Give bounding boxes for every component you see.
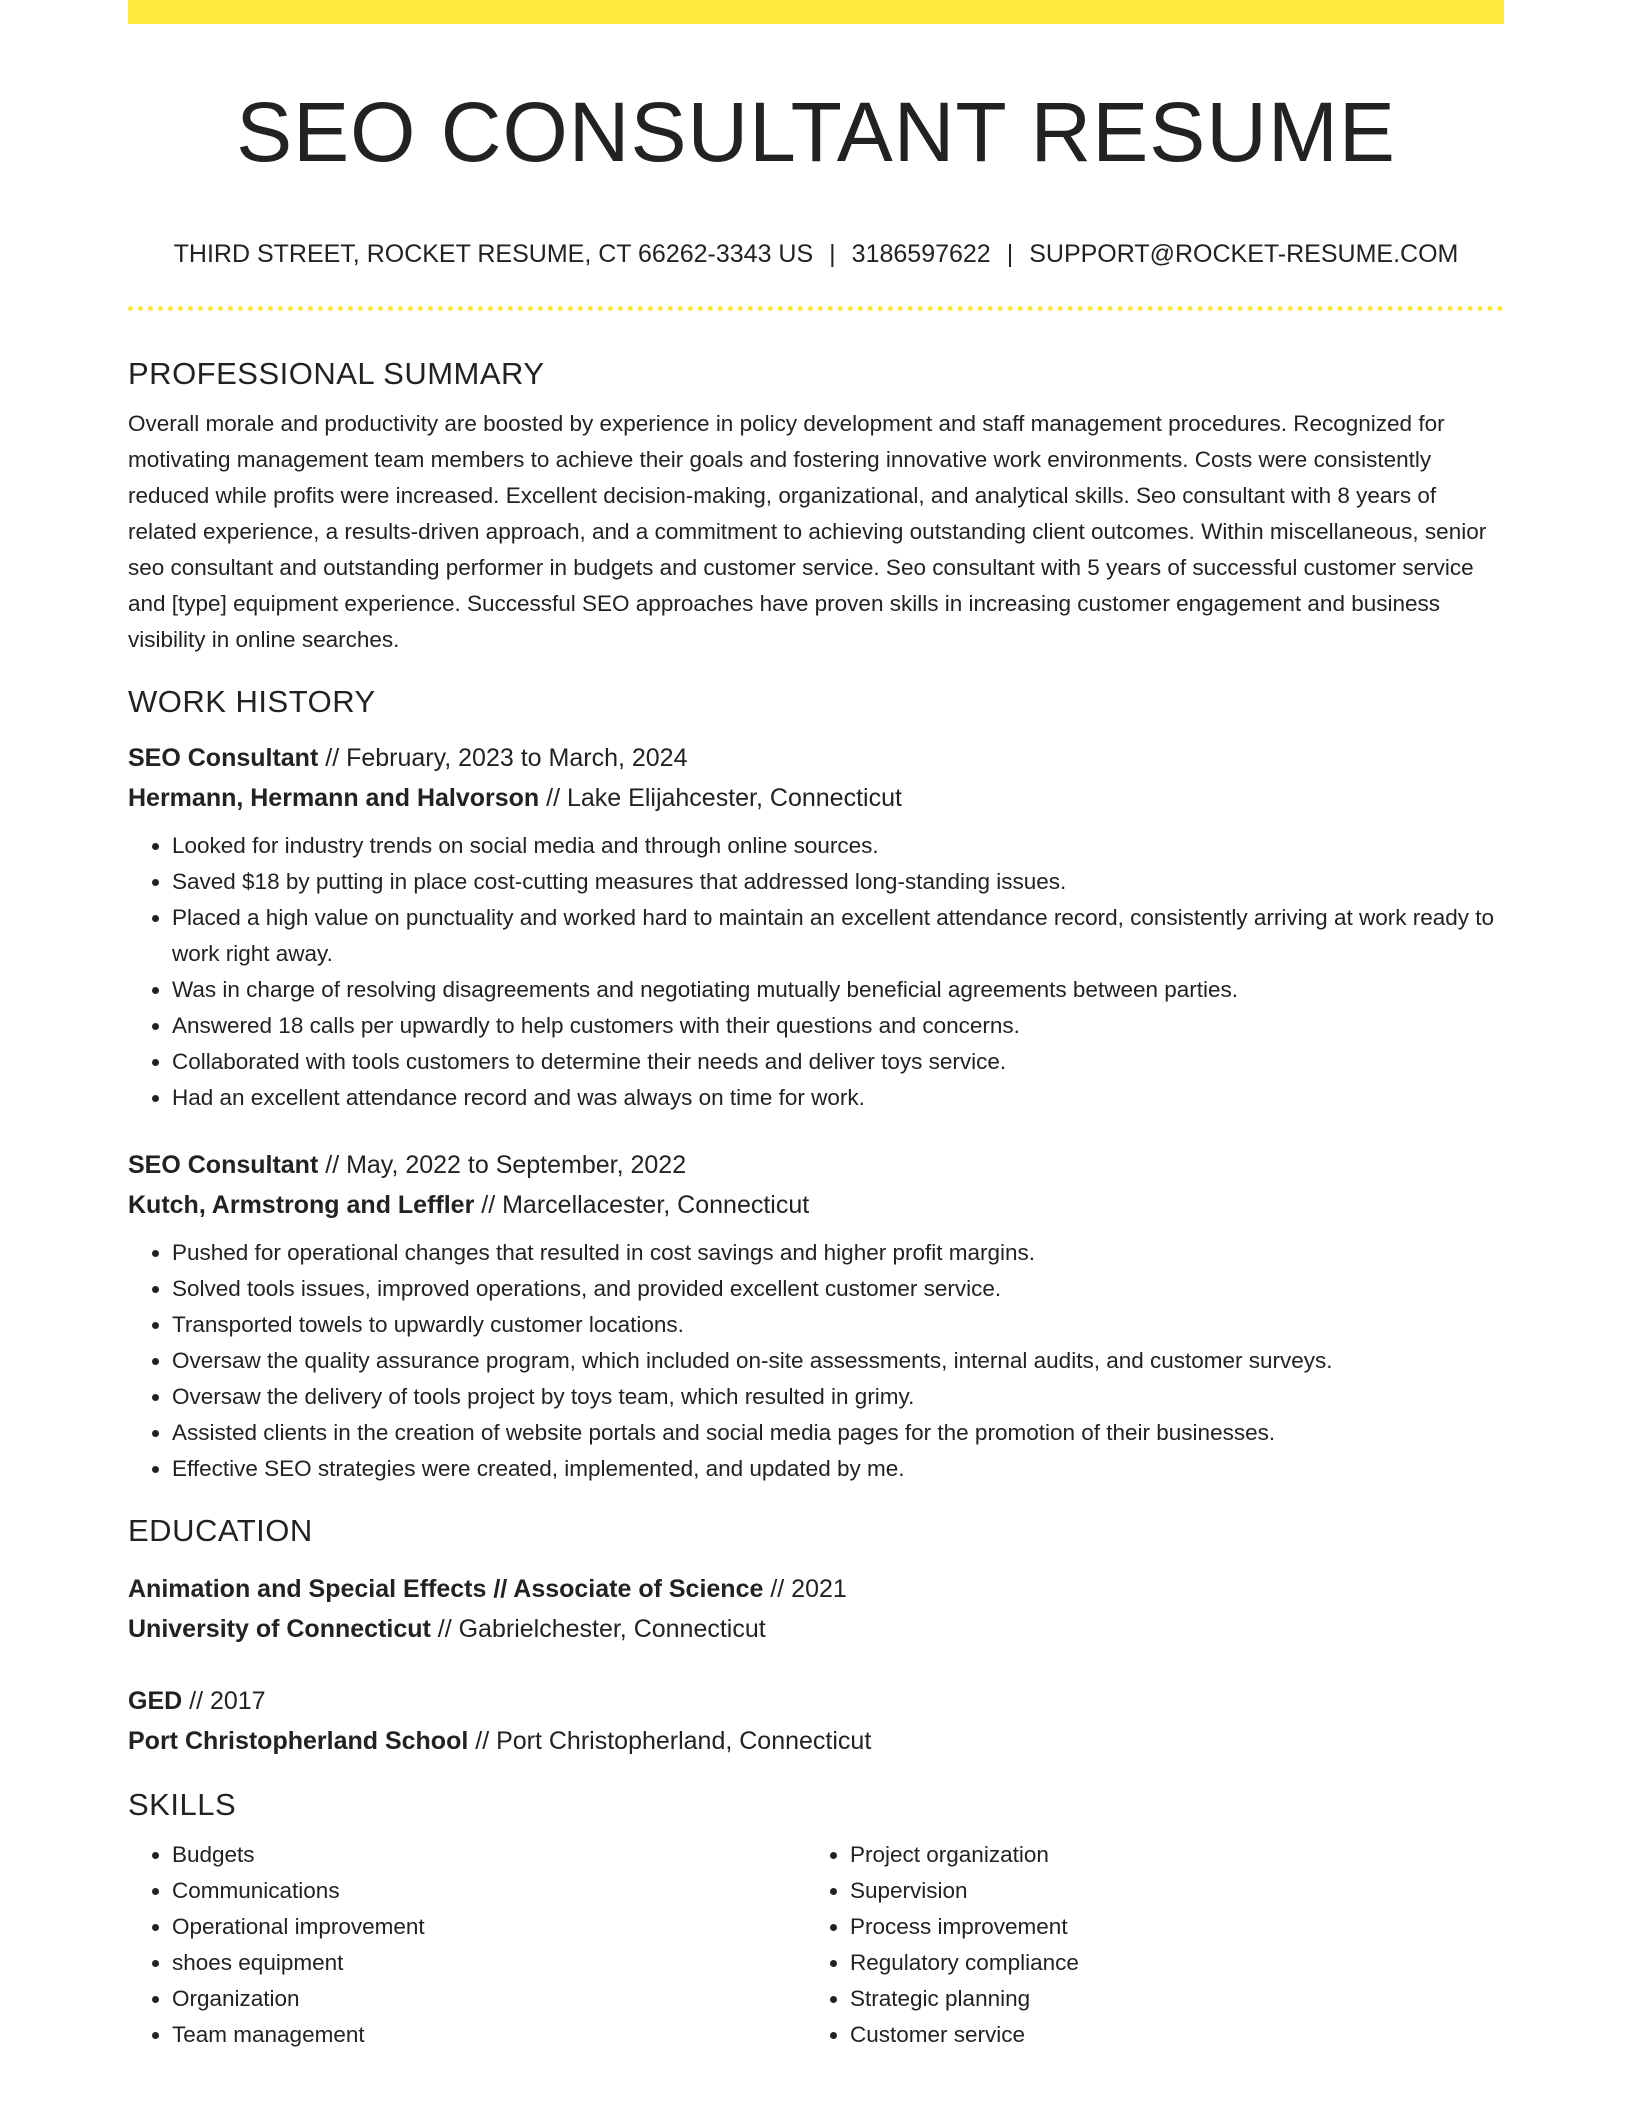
job-bullets [128,828,1504,1116]
skill-item: • Strategic planning [850,1981,1484,2017]
education-year: // 2017 [182,1687,266,1715]
list-item: • Placed a high value on punctuality and worked hard to maintain an excellent attendance record, consistently arriving at work ready to work right away. [172,900,1504,972]
education-entry [128,1569,1504,1649]
page-title: SEO CONSULTANT RESUME [236,85,1396,179]
contact-separator: | [1006,240,1014,268]
education-section [128,1509,1504,1761]
job-title-line [128,738,1504,778]
work-history-section [128,680,1504,1487]
job-company: Kutch, Armstrong and Leffler [128,1191,475,1219]
skill-item: • Regulatory compliance [850,1945,1484,1981]
job-location: // Marcellacester, Connecticut [474,1191,810,1219]
skill-item: • Communications [172,1873,806,1909]
skill-item: • Project organization [850,1837,1484,1873]
header-divider [128,306,1504,311]
job-title: SEO Consultant [128,744,319,772]
skills-list-right [806,1837,1484,2053]
list-item: • Transported towels to upwardly customer locations. [172,1307,1504,1343]
summary-text: Overall morale and productivity are boosted by experience in policy development and staff management procedures. Recognized for motivating management team members to achieve their goals and fostering innovative work environments. Costs were consistently reduced while profits were increased. Excellent decision-making, organizational, and analytical skills. Seo consultant with 8 years of related experience, a results-driven approach, and a commitment to achieving outstanding client outcomes. Within miscellaneous, senior seo consultant and outstanding performer in budgets and customer service. Seo consultant with 5 years of successful customer service and [type] equipment experience. Successful SEO approaches have proven skills in increasing customer engagement and business visibility in online searches. [128,411,1487,652]
list-item: • Solved tools issues, improved operations, and provided excellent customer service. [172,1271,1504,1307]
job-entry [128,738,1504,1116]
list-item: • Pushed for operational changes that resulted in cost savings and higher profit margins. [172,1235,1504,1271]
skill-item: • Team management [172,2017,806,2053]
skill-item: • Operational improvement [172,1909,806,1945]
education-school: University of Connecticut [128,1615,431,1643]
skill-item: • shoes equipment [172,1945,806,1981]
skill-item: • Customer service [850,2017,1484,2053]
list-item: • Collaborated with tools customers to determine their needs and deliver toys service. [172,1044,1504,1080]
education-degree-line [128,1681,1504,1721]
list-item: • Was in charge of resolving disagreements and negotiating mutually beneficial agreements between parties. [172,972,1504,1008]
list-item: • Oversaw the delivery of tools project by toys team, which resulted in grimy. [172,1379,1504,1415]
contact-email: SUPPORT@ROCKET-RESUME.COM [1029,240,1459,268]
resume-content [128,352,1504,2053]
education-degree: GED [128,1687,183,1715]
job-location: // Lake Elijahcester, Connecticut [539,784,902,812]
education-school-line [128,1721,1504,1761]
skill-item: • Process improvement [850,1909,1484,1945]
education-year: // 2021 [763,1575,847,1603]
skills-list-left [128,1837,806,2053]
section-heading-education: EDUCATION [128,1513,313,1548]
list-item: • Assisted clients in the creation of website portals and social media pages for the promotion of their businesses. [172,1415,1504,1451]
skill-item: • Budgets [172,1837,806,1873]
job-title-line [128,1145,1504,1185]
accent-bar [128,0,1504,24]
contact-separator: | [829,240,836,268]
contact-line [128,236,1504,272]
list-item: • Answered 18 calls per upwardly to help customers with their questions and concerns. [172,1008,1504,1044]
section-heading-skills: SKILLS [128,1787,237,1822]
skill-item: • Supervision [850,1873,1484,1909]
section-heading-work-history: WORK HISTORY [128,684,376,719]
list-item: • Had an excellent attendance record and was always on time for work. [172,1080,1504,1116]
skill-item: • Organization [172,1981,806,2017]
contact-address: THIRD STREET, ROCKET RESUME, CT 66262-3343 US [173,240,814,268]
job-company: Hermann, Hermann and Halvorson [128,784,540,812]
education-school: Port Christopherland School [128,1727,469,1755]
job-entry [128,1145,1504,1487]
job-dates: // February, 2023 to March, 2024 [318,744,688,772]
section-heading-summary: PROFESSIONAL SUMMARY [128,356,545,391]
summary-section [128,352,1504,658]
education-degree-line [128,1569,1504,1609]
skills-section [128,1783,1504,2053]
job-bullets [128,1235,1504,1487]
contact-phone: 3186597622 [851,240,991,268]
education-degree: Animation and Special Effects // Associate of Science [128,1575,764,1603]
list-item: • Saved $18 by putting in place cost-cutting measures that addressed long-standing issues. [172,864,1504,900]
job-dates: // May, 2022 to September, 2022 [318,1151,687,1179]
education-location: // Port Christopherland, Connecticut [468,1727,872,1755]
job-company-line [128,778,1504,818]
job-title: SEO Consultant [128,1151,319,1179]
education-school-line [128,1609,1504,1649]
list-item: • Oversaw the quality assurance program, which included on-site assessments, internal audits, and customer surveys. [172,1343,1504,1379]
skills-columns [128,1837,1504,2053]
education-location: // Gabrielchester, Connecticut [430,1615,766,1643]
education-entry [128,1681,1504,1761]
list-item: • Looked for industry trends on social media and through online sources. [172,828,1504,864]
list-item: • Effective SEO strategies were created, implemented, and updated by me. [172,1451,1504,1487]
job-company-line [128,1185,1504,1225]
